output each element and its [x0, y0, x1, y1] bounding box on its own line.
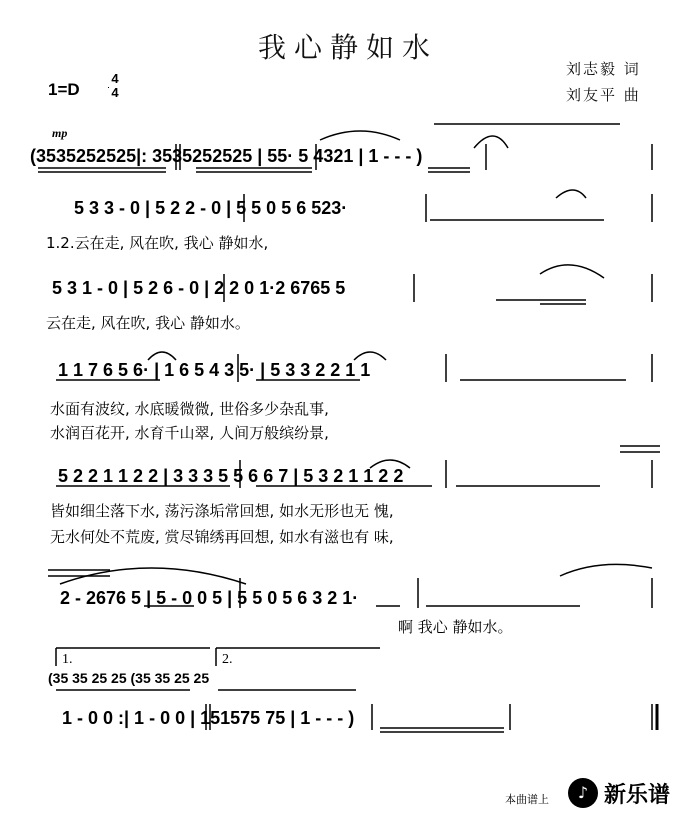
line3-lyrics-verse2: 水润百花开, 水育千山翠, 人间万般缤纷景, — [50, 424, 329, 442]
time-signature-top: 4 — [111, 71, 119, 86]
time-signature — [108, 72, 122, 100]
line5-lyrics: 啊 我心 静如水。 — [398, 618, 513, 636]
line4-lyrics-verse2: 无水何处不荒废, 赏尽锦绣再回想, 如水有滋也有 味, — [50, 528, 394, 546]
tie-arc — [540, 265, 604, 278]
line1-notes: 5 3 3 - 0 | 5 2 2 - 0 | 5 5 0 5 6 523· — [74, 198, 348, 218]
intro-notes: (3535252525|: 3535252525 | 55· 5 4321 | 1 - - - ) — [30, 146, 423, 166]
tie-arc — [556, 190, 586, 198]
line4-lyrics-verse1: 皆如细尘落下水, 荡污涤垢常回想, 如水无形也无 愧, — [50, 502, 394, 520]
lyricist-credit: 刘志毅 词 — [566, 60, 641, 78]
time-signature-divider — [108, 87, 109, 88]
time-signature-bottom: 4 — [111, 85, 119, 100]
footer-caption: 本曲谱上 — [505, 793, 549, 806]
tie-arc — [560, 564, 652, 576]
ending-2-label: 2. — [222, 652, 233, 667]
music-note-icon: ♪ — [568, 778, 598, 808]
line6-accompaniment: (35 35 25 25 (35 35 25 25 — [48, 670, 210, 686]
line2-lyrics: 云在走, 风在吹, 我心 静如水。 — [46, 314, 250, 332]
tie-arc — [148, 352, 176, 360]
line5-notes: 2 - 2676 5 | 5 - 0 0 5 | 5 5 0 5 6 3 2 1· — [60, 588, 359, 608]
line2-notes: 5 3 1 - 0 | 5 2 6 - 0 | 2 2 0 1·2 6765 5 — [52, 278, 346, 298]
line3-lyrics-verse1: 水面有波纹, 水底暖微微, 世俗多少杂乱事, — [50, 400, 329, 418]
song-title: 我心静如水 — [257, 31, 438, 64]
tie-arc — [354, 352, 386, 360]
line3-notes: 1 1 7 6 5 6· | 1 6 5 4 3 5· | 5 3 3 2 2 1 1 — [58, 360, 371, 380]
line6-notes: 1 - 0 0 :| 1 - 0 0 | 151575 75 | 1 - - - ) — [62, 708, 355, 728]
ending-1-label: 1. — [62, 652, 73, 667]
composer-credit: 刘友平 曲 — [566, 86, 641, 104]
tie-arc — [320, 131, 400, 140]
site-logo-text: 新乐谱 — [604, 783, 671, 808]
dynamic-marking: mp — [52, 126, 68, 140]
line1-lyrics: 1.2.云在走, 风在吹, 我心 静如水, — [46, 234, 269, 252]
key-signature: 1=D — [48, 80, 80, 99]
tie-arc — [60, 568, 246, 584]
line4-notes: 5 2 2 1 1 2 2 | 3 3 3 5 5 6 6 7 | 5 3 2 1 1 2 2 — [58, 466, 404, 486]
